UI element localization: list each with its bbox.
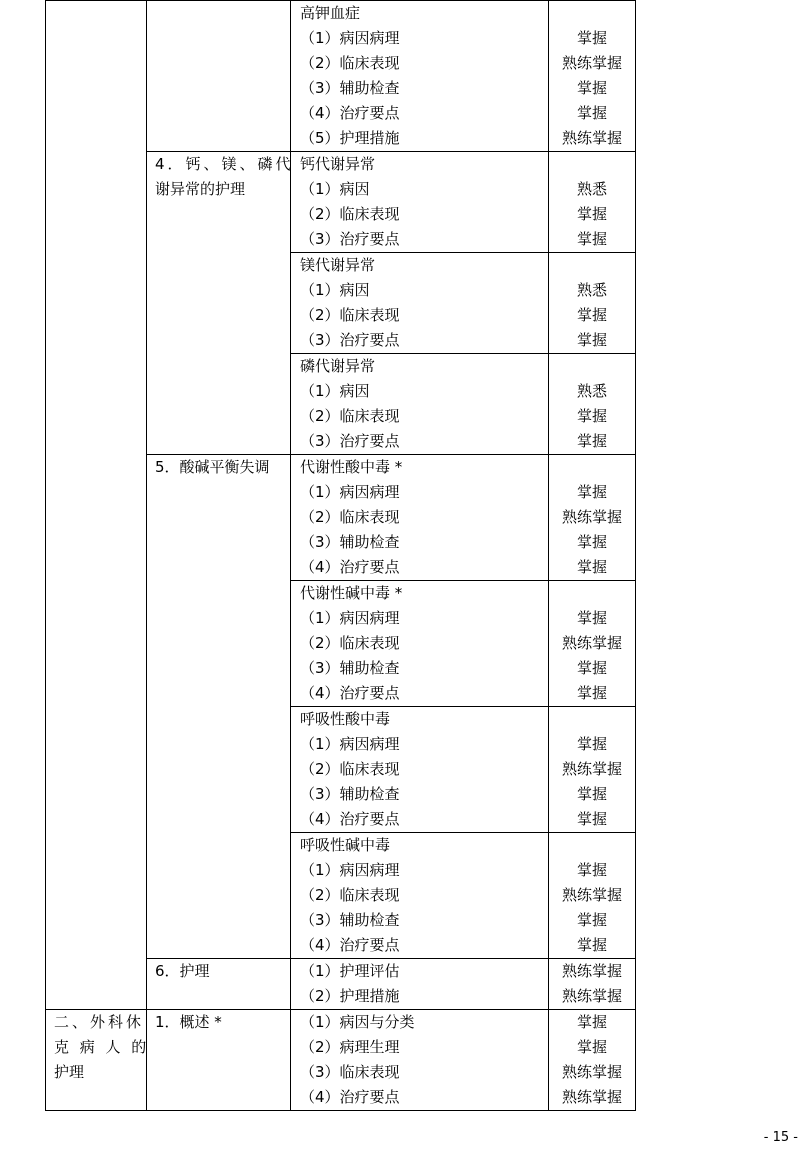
cell-line: 掌握 bbox=[576, 659, 607, 677]
cell-line: 4．钙、镁、磷代 bbox=[155, 155, 294, 173]
unit-cell bbox=[46, 1, 147, 1010]
cell-line bbox=[549, 152, 635, 177]
cell-line: 掌握 bbox=[576, 79, 607, 97]
cell-line: （3）临床表现 bbox=[300, 1063, 400, 1081]
content-cell bbox=[291, 455, 549, 581]
cell-line: 掌握 bbox=[576, 407, 607, 425]
cell-line: 1．概述 * bbox=[155, 1013, 222, 1031]
cell-line: （5）护理措施 bbox=[300, 129, 400, 147]
cell-line: 掌握 bbox=[576, 810, 607, 828]
cell-line: 掌握 bbox=[576, 230, 607, 248]
cell-line: （3）治疗要点 bbox=[300, 331, 400, 349]
cell-line: 熟悉 bbox=[576, 382, 607, 400]
cell-line: 掌握 bbox=[576, 684, 607, 702]
content-cell bbox=[291, 152, 549, 253]
cell-line: 掌握 bbox=[576, 483, 607, 501]
cell-line: 掌握 bbox=[576, 558, 607, 576]
cell-line: 掌握 bbox=[576, 785, 607, 803]
cell-line: 熟悉 bbox=[576, 180, 607, 198]
cell-line: 掌握 bbox=[576, 306, 607, 324]
table-row bbox=[46, 1010, 636, 1111]
cell-line: 掌握 bbox=[576, 936, 607, 954]
level-cell bbox=[549, 959, 636, 1010]
syllabus-table bbox=[45, 0, 636, 1111]
cell-line: （1）护理评估 bbox=[300, 962, 400, 980]
cell-line: 熟练掌握 bbox=[561, 54, 622, 72]
content-cell bbox=[291, 1, 549, 152]
cell-line bbox=[549, 833, 635, 858]
cell-line: 钙代谢异常 bbox=[300, 155, 376, 173]
cell-line: 呼吸性酸中毒 bbox=[300, 710, 391, 728]
cell-line: 掌握 bbox=[576, 104, 607, 122]
cell-line: （3）治疗要点 bbox=[300, 230, 400, 248]
cell-line: （1）病因病理 bbox=[300, 483, 400, 501]
cell-line: （2）临床表现 bbox=[300, 634, 400, 652]
cell-line: （2）临床表现 bbox=[300, 205, 400, 223]
cell-line: 掌握 bbox=[576, 1013, 607, 1031]
cell-line: （4）治疗要点 bbox=[300, 558, 400, 576]
unit-cell bbox=[46, 1010, 150, 1111]
cell-line: （2）病理生理 bbox=[300, 1038, 400, 1056]
level-cell bbox=[549, 833, 636, 959]
cell-line: （1）病因病理 bbox=[300, 29, 400, 47]
cell-line: 掌握 bbox=[576, 331, 607, 349]
cell-line: 熟练掌握 bbox=[561, 962, 622, 980]
cell-line: 熟练掌握 bbox=[561, 129, 622, 147]
cell-line: （2）临床表现 bbox=[300, 760, 400, 778]
cell-line: 磷代谢异常 bbox=[300, 357, 376, 375]
cell-line: （4）治疗要点 bbox=[300, 1088, 400, 1106]
cell-line: （4）治疗要点 bbox=[300, 104, 400, 122]
cell-line: 克 病 人 的 bbox=[54, 1038, 150, 1056]
cell-line: 掌握 bbox=[576, 861, 607, 879]
syllabus-table-container bbox=[45, 0, 635, 1111]
cell-line bbox=[549, 581, 635, 606]
cell-line: 熟练掌握 bbox=[561, 987, 622, 1005]
cell-line: （1）病因 bbox=[300, 382, 370, 400]
content-cell bbox=[291, 253, 549, 354]
syllabus-table-body bbox=[46, 1, 636, 1111]
cell-line: 5．酸碱平衡失调 bbox=[155, 458, 270, 476]
content-cell bbox=[291, 959, 549, 1010]
cell-line bbox=[549, 354, 635, 379]
cell-line: 二、外科休 bbox=[54, 1013, 145, 1031]
table-row bbox=[46, 1, 636, 152]
topic-cell bbox=[147, 1, 291, 152]
page-number: - 15 - bbox=[763, 1130, 798, 1145]
cell-line: （3）辅助检查 bbox=[300, 533, 400, 551]
cell-line bbox=[549, 455, 635, 480]
cell-line: 熟练掌握 bbox=[561, 1063, 622, 1081]
cell-line: 6．护理 bbox=[155, 962, 210, 980]
cell-line: （4）治疗要点 bbox=[300, 810, 400, 828]
cell-line bbox=[549, 707, 635, 732]
topic-cell bbox=[147, 152, 294, 455]
cell-line: 代谢性酸中毒 * bbox=[300, 458, 403, 476]
cell-line: 掌握 bbox=[576, 1038, 607, 1056]
level-cell bbox=[549, 455, 636, 581]
cell-line: 掌握 bbox=[576, 533, 607, 551]
cell-line: （1）病因病理 bbox=[300, 609, 400, 627]
level-cell bbox=[549, 1, 636, 152]
content-cell bbox=[291, 581, 549, 707]
cell-line: （3）辅助检查 bbox=[300, 911, 400, 929]
cell-line: 掌握 bbox=[576, 432, 607, 450]
cell-line: （2）临床表现 bbox=[300, 407, 400, 425]
level-cell bbox=[549, 707, 636, 833]
cell-line: （4）治疗要点 bbox=[300, 936, 400, 954]
cell-line: （2）临床表现 bbox=[300, 508, 400, 526]
cell-line: 熟悉 bbox=[576, 281, 607, 299]
level-cell bbox=[549, 581, 636, 707]
cell-line: （1）病因 bbox=[300, 281, 370, 299]
cell-line bbox=[549, 1, 635, 26]
cell-line: （4）治疗要点 bbox=[300, 684, 400, 702]
level-cell bbox=[549, 1010, 636, 1111]
cell-line: 熟练掌握 bbox=[561, 634, 622, 652]
cell-line: 掌握 bbox=[576, 29, 607, 47]
cell-line: 熟练掌握 bbox=[561, 508, 622, 526]
cell-line: 掌握 bbox=[576, 911, 607, 929]
cell-line: （2）护理措施 bbox=[300, 987, 400, 1005]
content-cell bbox=[291, 1010, 549, 1111]
cell-line: 熟练掌握 bbox=[561, 760, 622, 778]
content-cell bbox=[291, 707, 549, 833]
level-cell bbox=[549, 152, 636, 253]
cell-line: （2）临床表现 bbox=[300, 306, 400, 324]
topic-cell bbox=[147, 455, 291, 959]
cell-line: （1）病因 bbox=[300, 180, 370, 198]
level-cell bbox=[549, 253, 636, 354]
cell-line: 掌握 bbox=[576, 609, 607, 627]
topic-cell bbox=[147, 1010, 291, 1111]
cell-line: 掌握 bbox=[576, 735, 607, 753]
cell-line: 高钾血症 bbox=[300, 4, 361, 22]
level-cell bbox=[549, 354, 636, 455]
cell-line: （3）治疗要点 bbox=[300, 432, 400, 450]
cell-line: 护理 bbox=[54, 1063, 85, 1081]
cell-line: 熟练掌握 bbox=[561, 886, 622, 904]
cell-line: （2）临床表现 bbox=[300, 54, 400, 72]
content-cell bbox=[291, 354, 549, 455]
cell-line: 谢异常的护理 bbox=[155, 180, 246, 198]
topic-cell bbox=[147, 959, 291, 1010]
cell-line: 代谢性碱中毒 * bbox=[300, 584, 403, 602]
cell-line: 呼吸性碱中毒 bbox=[300, 836, 391, 854]
cell-line: （3）辅助检查 bbox=[300, 79, 400, 97]
cell-line: 掌握 bbox=[576, 205, 607, 223]
cell-line: （3）辅助检查 bbox=[300, 659, 400, 677]
cell-line: 镁代谢异常 bbox=[300, 256, 376, 274]
cell-line: （1）病因与分类 bbox=[300, 1013, 415, 1031]
cell-line: （1）病因病理 bbox=[300, 861, 400, 879]
cell-line: （3）辅助检查 bbox=[300, 785, 400, 803]
cell-line: 熟练掌握 bbox=[561, 1088, 622, 1106]
cell-line bbox=[549, 253, 635, 278]
cell-line: （1）病因病理 bbox=[300, 735, 400, 753]
content-cell bbox=[291, 833, 549, 959]
cell-line: （2）临床表现 bbox=[300, 886, 400, 904]
